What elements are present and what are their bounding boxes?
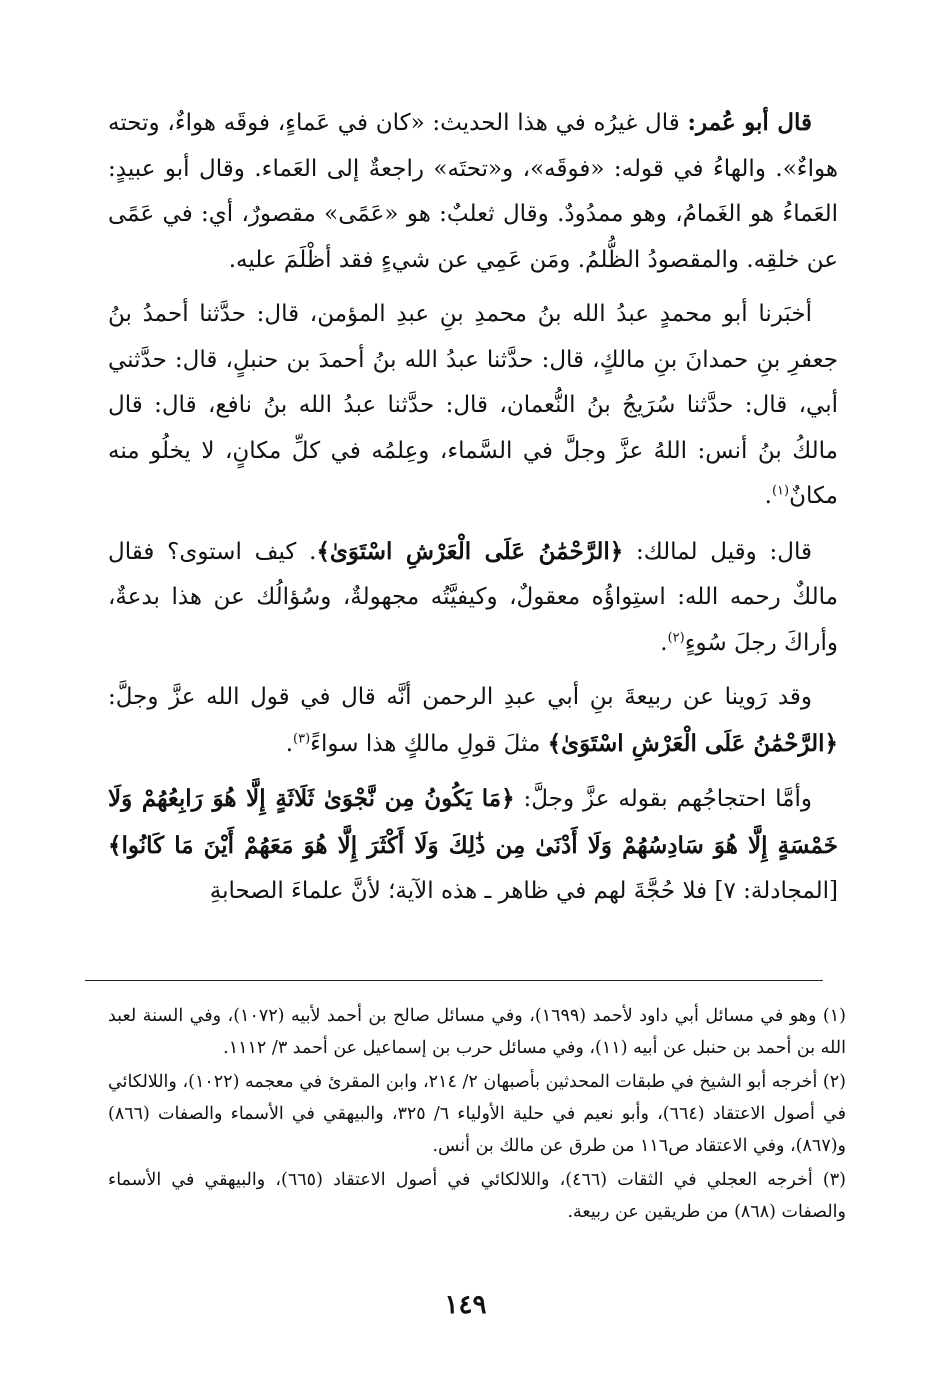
footnote-3: (٣) أخرجه العجلي في الثقات (٤٦٦)، واللالكائي في أصول الاعتقاد (٦٦٥)، والبيهقي في الأسماء والصفات (٨٦٨) من طريقين عن ربيعة.	[108, 1170, 846, 1222]
footnote-ref: (٢)	[667, 629, 685, 645]
footnote-ref: (١)	[771, 483, 790, 499]
paragraph-text: [المجادلة: ٧] فلا حُجَّةَ لهم في ظاهر ـ هذه الآية؛ لأنَّ علماءَ الصحابةِ	[209, 878, 838, 904]
page-number: ١٤٩	[444, 1290, 487, 1320]
footnote-ref: (٣)	[293, 730, 311, 746]
paragraph-text: مثلَ قولِ مالكٍ هذا سواءً	[310, 730, 548, 757]
paragraph-1	[108, 100, 838, 283]
footnotes	[108, 1000, 846, 1230]
quran-verse: ﴿الرَّحْمَٰنُ عَلَى الْعَرْشِ اسْتَوَىٰ﴾	[547, 729, 838, 757]
paragraph-end: .	[764, 483, 772, 509]
paragraph-text: قال غيرُه في هذا الحديث: «كان في عَماءٍ، فوقَه هواءٌ، وتحته هواءٌ». والهاءُ في قوله: «فوقَه»، و«تحتَه» راجعةٌ إلى العَماء. وقال أبو عبيدٍ: العَماءُ هو الغَمامُ، وهو ممدُودٌ. وقال ثعلبٌ: هو «عَمًى» مقصورٌ، أي: في عَمًى عن خلقِه. والمقصودُ الظُّلمُ. ومَن عَمِي عن شيءٍ فقد أظْلَمَ عليه.	[108, 110, 839, 273]
paragraph-pre: وأمَّا احتجاجُهم بقوله عزَّ وجلَّ:	[514, 786, 813, 812]
paragraph-end: .	[660, 629, 668, 656]
footnote-2: (٢) أخرجه أبو الشيخ في طبقات المحدثين بأصبهان ٢/ ٢١٤، وابن المقرئ في معجمه (١٠٢٢)، واللالكائي في أصول الاعتقاد (٦٦٤)، وأبو نعيم في حلية الأولياء ٦/ ٣٢٥، والبيهقي في الأسماء والصفات (٨٦٦) و(٨٦٧)، وفي الاعتقاد ص١١٦ من طرق عن مالك بن أنس.	[108, 1072, 846, 1156]
main-text	[108, 100, 838, 924]
paragraph-text: . كيف استوى؟ فقال مالكٌ رحمه الله: استِواؤُه معقولٌ، وكيفيَّتُه مجهولةٌ، وسُؤالُك عن هذا بدعةٌ، وأراكَ رجلَ سُوءٍ	[108, 538, 838, 656]
paragraph-end: .	[285, 730, 294, 757]
paragraph-2	[108, 292, 838, 520]
paragraph-lead: قال أبو عُمر:	[687, 109, 812, 136]
paragraph-text: أخبَرنا أبو محمدٍ عبدُ الله بنُ محمدِ بنِ عبدِ المؤمن، قال: حدَّثنا أحمدُ بنُ جعفرِ بنِ حمدانَ بنِ مالكٍ، قال: حدَّثنا عبدُ الله بنُ أحمدَ بن حنبلٍ، قال: حدَّثني أبي، قال: حدَّثنا سُرَيجُ بنُ النُّعمان، قال: حدَّثنا عبدُ الله بنُ نافع، قال: قال مالكُ بنُ أنس: اللهُ عزَّ وجلَّ في السَّماء، وعِلمُه في كلِّ مكانٍ، لا يخلُو منه مكانٌ	[108, 301, 838, 509]
paragraph-4	[108, 675, 838, 767]
footnote-1: (١) وهو في مسائل أبي داود لأحمد (١٦٩٩)، وفي مسائل صالح بن أحمد لأبيه (١٠٧٢)، وفي السنة لعبد الله بن أحمد بن حنبل عن أبيه (١١)، وفي مسائل حرب بن إسماعيل عن أحمد ٣/ ١١١٢.	[108, 1006, 846, 1058]
quran-verse: ﴿الرَّحْمَٰنُ عَلَى الْعَرْشِ اسْتَوَىٰ﴾	[316, 537, 624, 565]
quran-verse: ﴿مَا يَكُونُ مِن نَّجْوَىٰ ثَلَاثَةٍ إِلَّا هُوَ رَابِعُهُمْ وَلَا خَمْسَةٍ إِلَّا هُوَ سَادِسُهُمْ وَلَا أَدْنَىٰ مِن ذَٰلِكَ وَلَا أَكْثَرَ إِلَّا هُوَ مَعَهُمْ أَيْنَ مَا كَانُوا﴾	[108, 785, 838, 859]
paragraph-5	[108, 776, 838, 915]
paragraph-pre: وقد رَوينا عن ربيعةَ بنِ أبي عبدِ الرحمن أنَّه قال في قول الله عزَّ وجلَّ:	[108, 684, 812, 710]
footnote-separator	[85, 980, 823, 981]
paragraph-3	[108, 529, 838, 667]
paragraph-pre: قال: وقيل لمالك:	[623, 538, 812, 565]
